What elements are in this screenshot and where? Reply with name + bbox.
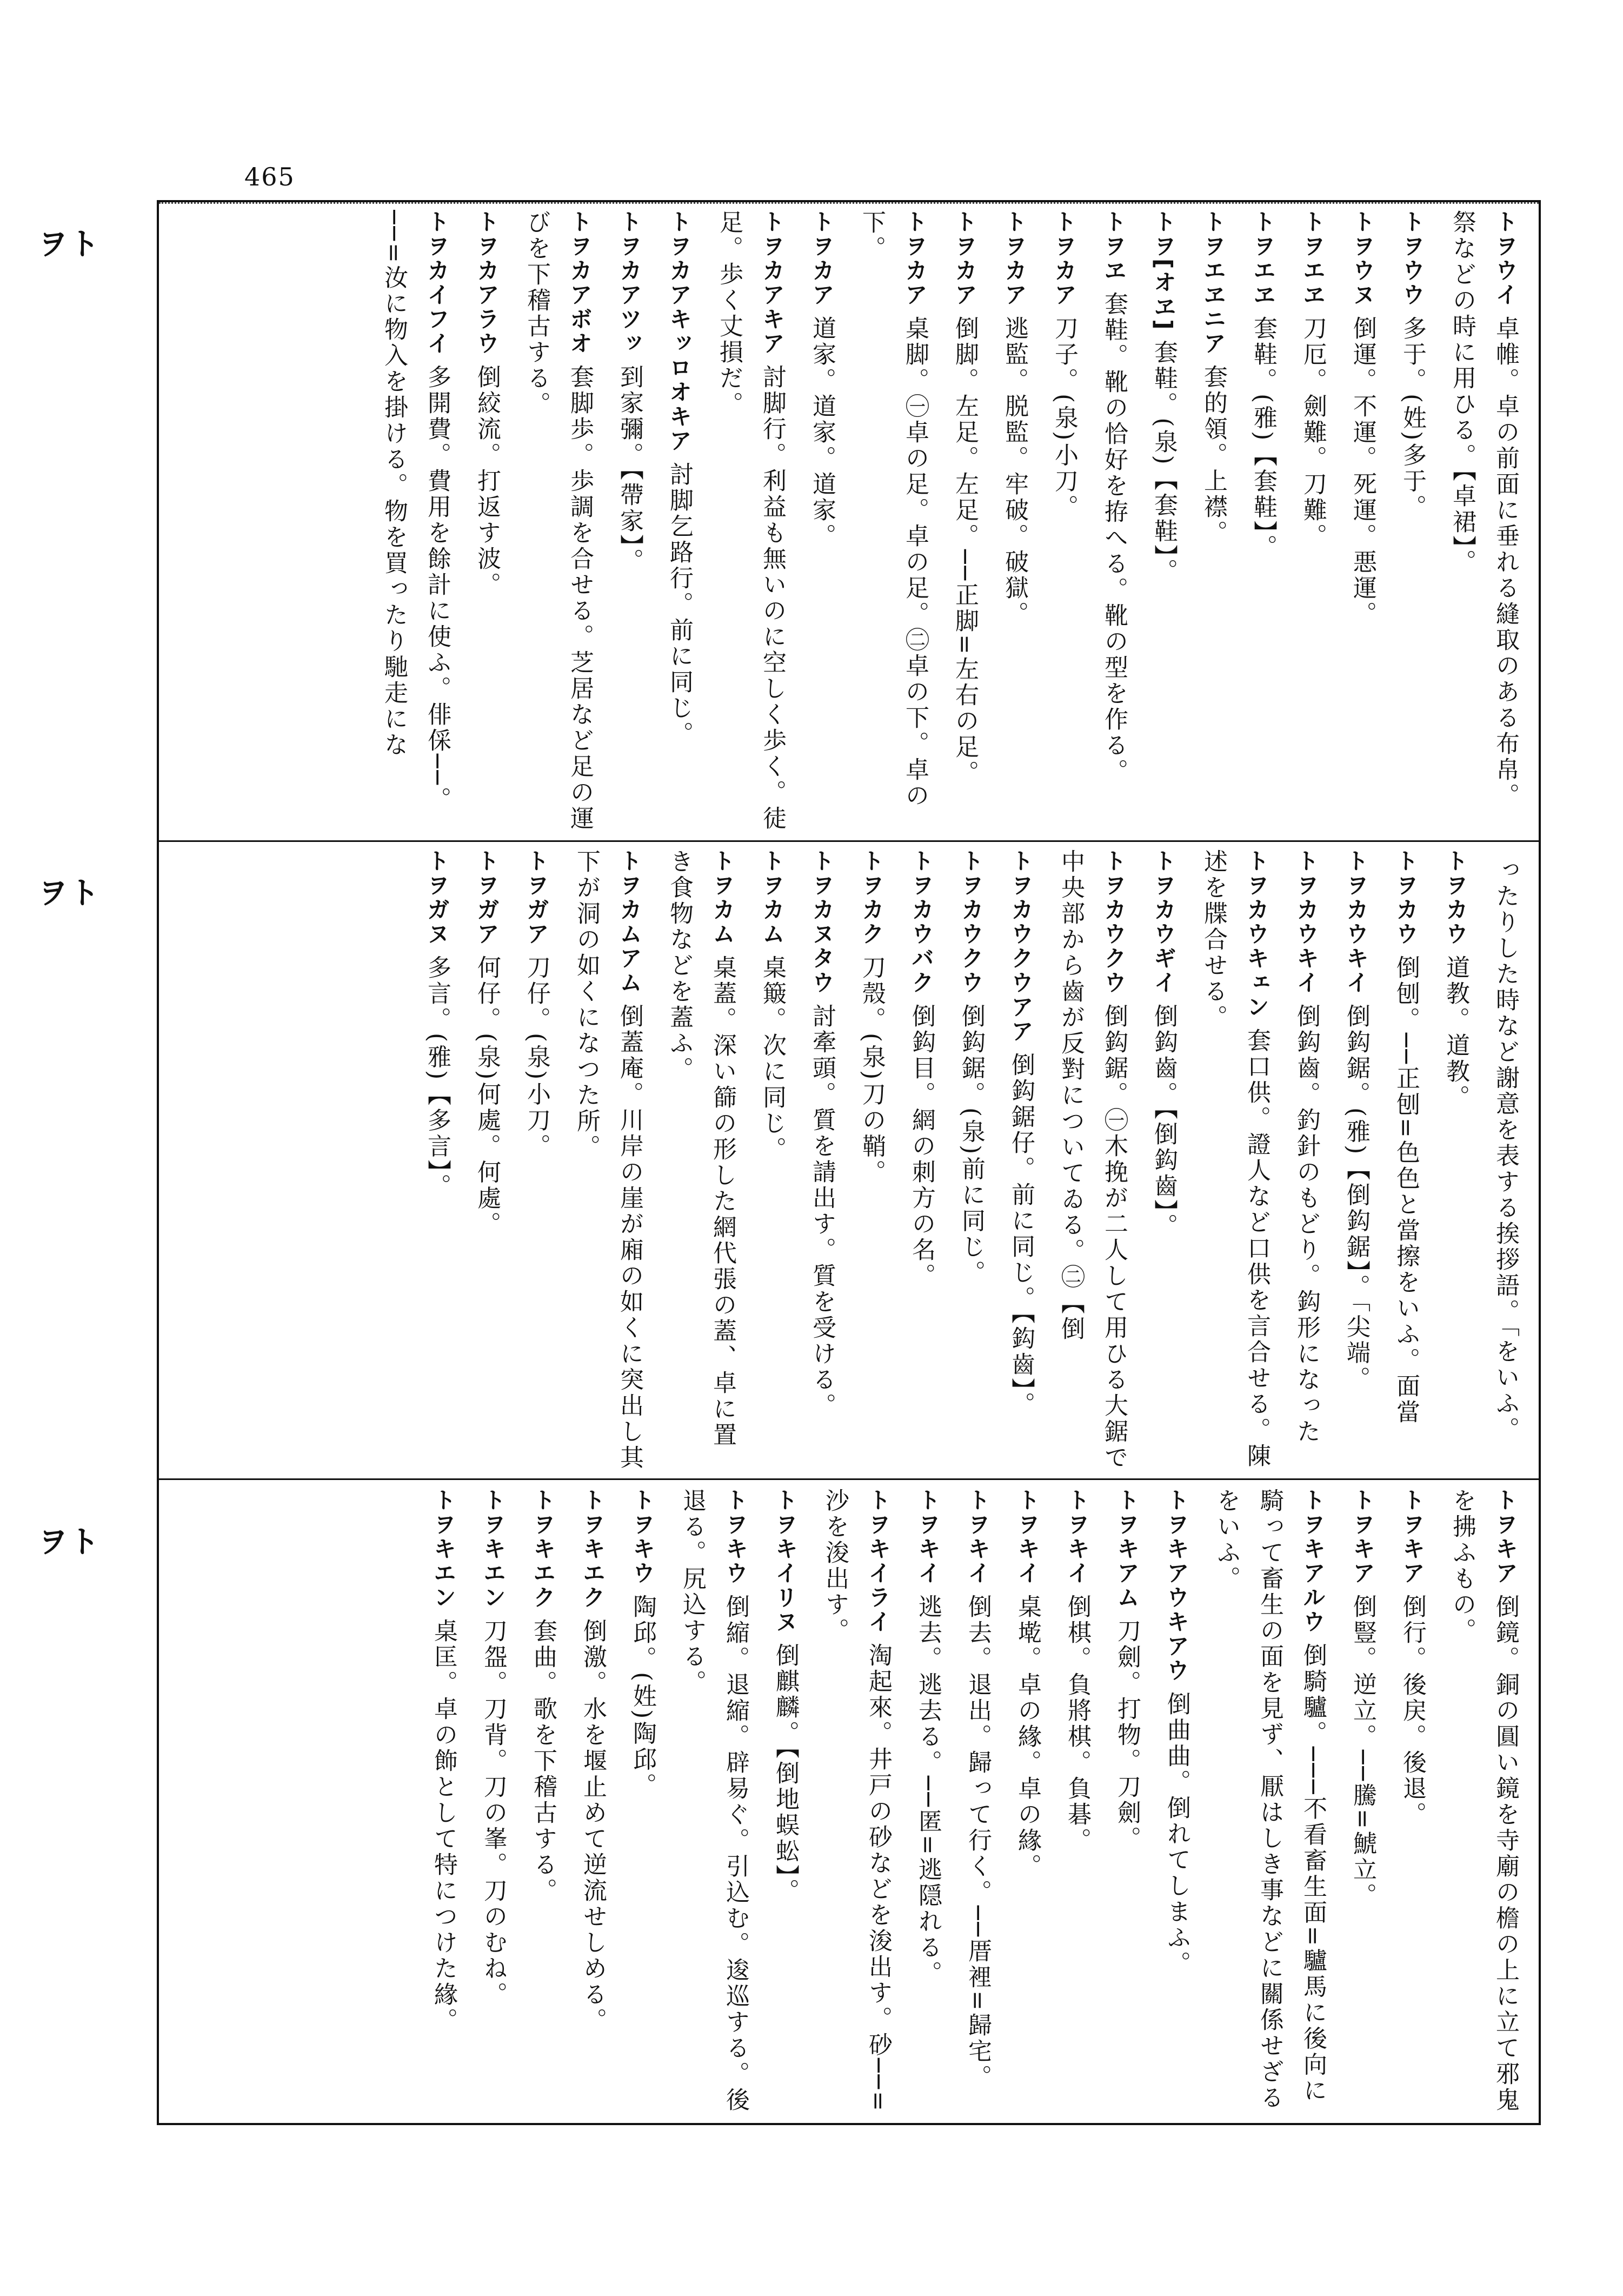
entry-reading: トヲカイフイ: [424, 210, 450, 356]
band-divider: [159, 1478, 1539, 1480]
entry-reading: トヲカアツッ: [616, 210, 643, 356]
entry-reading: トヲカウクウ: [1101, 849, 1127, 995]
entry-reading: トヲガア: [474, 849, 500, 946]
dictionary-entry: [813, 1488, 900, 2115]
entry-definition: 刀盌。刀背。刀の峯。刀のむね。: [480, 1618, 507, 2008]
entry-reading: トヲカウキェン: [1243, 849, 1270, 1019]
dictionary-entry: [900, 849, 943, 1471]
dictionary-entry: [1285, 849, 1328, 1471]
dictionary-entry: [1092, 210, 1135, 832]
dictionary-entry: [1241, 210, 1285, 832]
entry-reading: トヲカウクウ: [958, 849, 985, 995]
entry-definition: 倒麒麟。【倒地蜈蚣】。: [771, 1643, 799, 1905]
entry-reading: トヲカア: [1051, 210, 1077, 307]
entry-definition: 套鞋。(雅)【套鞋】。: [1249, 316, 1277, 561]
dictionary-entry: [999, 849, 1042, 1471]
entry-definition: 套鞋。(泉)【套鞋】。: [1150, 340, 1178, 585]
dictionary-entry: [906, 1488, 949, 2115]
entry-reading: トヲキア: [1492, 1488, 1519, 1585]
dictionary-entry: [515, 849, 558, 1471]
dictionary-entry: [993, 210, 1036, 832]
entry-reading: トヲウイ: [1492, 210, 1519, 307]
entry-definition: 道家。道家。道家。: [808, 316, 836, 549]
entry-reading: トヲカア: [809, 210, 835, 307]
dictionary-entry: [949, 849, 993, 1471]
entry-reading: トヲキアウキアウ: [1163, 1488, 1190, 1683]
entry-definition: 倒鈎齒。釣針のもどり。鈎形になった: [1293, 1004, 1320, 1445]
entry-definition: 多開費。費用を餘計に使ふ。俳倸──。──=汝に物入を掛ける。物を買ったり馳走にな: [380, 210, 451, 813]
dictionary-entry: [800, 849, 843, 1471]
entry-reading: トヲキエク: [530, 1488, 556, 1610]
entry-definition: 桌簸。次に同じ。: [759, 955, 786, 1163]
entry-reading: トヲキイリヌ: [772, 1488, 799, 1634]
dictionary-entry: [750, 849, 794, 1471]
entry-reading: トヲカアキア: [759, 210, 786, 356]
dictionary-entry: [1205, 1488, 1334, 2115]
entry-definition: 刀子。(泉)小刀。: [1050, 316, 1078, 521]
dictionary-entry: [1192, 210, 1235, 832]
entry-reading: トヲキイ: [1014, 1488, 1041, 1585]
dictionary-entry: [1142, 849, 1185, 1471]
entry-reading: トヲキウ: [629, 1488, 656, 1585]
dictionary-entry: [657, 210, 701, 832]
section-mark-char: ト: [63, 876, 100, 907]
section-mark-char: ト: [63, 1525, 100, 1556]
dictionary-entry: [564, 849, 651, 1471]
entry-definition: 道教。道教。: [1442, 955, 1469, 1111]
entry-definition: 倒運。不運。死運。悪運。: [1349, 316, 1376, 627]
entry-reading: トヲウウ: [1399, 210, 1426, 307]
entry-reading: トヲカム: [709, 849, 736, 946]
entry-definition: 刀仔。(泉)小刀。: [523, 955, 550, 1160]
entry-reading: トヲカムアム: [616, 849, 643, 995]
page-number: 465: [244, 162, 295, 191]
entry-reading: トヲカウ: [1442, 849, 1469, 946]
dictionary-entry: [465, 210, 508, 832]
entry-reading: トヲカウギイ: [1150, 849, 1177, 995]
dictionary-entry: [422, 1488, 465, 2115]
dictionary-entry: [1341, 1488, 1384, 2115]
entry-definition: 何仔。(泉)何處。何處。: [473, 955, 501, 1238]
section-mark-bottom: [32, 1525, 100, 1578]
entry-band-3: [161, 1488, 1539, 2115]
section-mark-char: ヲ: [32, 227, 69, 258]
dictionary-entry: [956, 1488, 999, 2115]
entry-definition: 倒棋。負將棋。負碁。: [1063, 1594, 1091, 1854]
content-frame: [157, 200, 1541, 2125]
section-mark-top: [32, 227, 100, 280]
entry-definition: 倒鈎鋸。(雅)【倒鈎鋸】。「尖端。: [1342, 1004, 1370, 1392]
entry-definition: 倒縮。退縮。辟易ぐ。引込む。逡巡する。後退る。尻込する。: [679, 1488, 749, 2113]
entry-reading: トヲカアキッロオキア: [666, 210, 693, 453]
entry-reading: トヲカウキイ: [1293, 849, 1320, 995]
entry-definition: 倒行。後戻。後退。: [1399, 1594, 1426, 1828]
entry-reading: トヲキエン: [430, 1488, 457, 1610]
dictionary-entry: [1291, 210, 1334, 832]
entry-reading: トヲウヌ: [1349, 210, 1376, 307]
entry-definition: 卓帷。卓の前面に垂れる縫取のある布帛。祭などの時に用ひる。【卓裙】。: [1448, 210, 1519, 809]
entry-reading: トヲキイ: [915, 1488, 941, 1585]
entry-reading: トヲキア: [1349, 1488, 1376, 1585]
entry-definition: 倒豎。逆立。──騰=鯱立。: [1349, 1594, 1376, 1909]
entry-definition: 倒激。水を堰止めて逆流せしめる。: [579, 1618, 607, 2034]
entry-definition: 倒去。退出。歸って行く。──厝裡=歸宅。: [964, 1594, 992, 2091]
entry-reading: トヲカム: [759, 849, 786, 946]
entry-definition: 倒鈎目。網の刺方の名。: [908, 1004, 935, 1289]
entry-definition: 逃去。逃去る。──匿=逃隠れる。: [914, 1594, 942, 1987]
entry-definition: 刀殼。(泉)刀の鞘。: [858, 955, 886, 1186]
dictionary-entry: [1341, 210, 1384, 832]
top-dotted-rule: [159, 202, 1539, 209]
dictionary-entry: [1055, 1488, 1099, 2115]
dictionary-entry: [1440, 210, 1527, 832]
entry-reading: トヲカウバク: [908, 849, 935, 995]
entry-reading: トヲカア: [902, 210, 928, 307]
entry-definition: 倒蓋庵。川岸の崖が廂の如くに突出し其下が洞の如くになつた所。: [573, 849, 643, 1471]
dictionary-entry: [1006, 1488, 1049, 2115]
dictionary-entry: [372, 210, 458, 832]
entry-reading: トヲカウクウアア: [1008, 849, 1034, 1044]
entry-reading: トヲキエン: [480, 1488, 507, 1610]
entry-reading: トヲカヌタウ: [809, 849, 835, 995]
entry-definition: 桌墘。卓の緣。卓の緣。: [1014, 1594, 1041, 1880]
entry-definition: 套鞋。靴の恰好を拵へる。靴の型を作る。: [1100, 291, 1128, 785]
entry-definition: 倒鈎鋸仔。前に同じ。【鈎齒】。: [1007, 1052, 1035, 1418]
dictionary-entry: [707, 210, 794, 832]
entry-reading: トヲキイ: [1064, 1488, 1090, 1585]
dictionary-entry: [657, 849, 744, 1471]
entry-reading: トヲカク: [859, 849, 885, 946]
dictionary-entry: [943, 210, 986, 832]
entry-definition: 套口供。證人など口供を言合せる。陳述を牒合せる。: [1200, 849, 1271, 1469]
entry-definition: 倒刨。──正刨=色色と當擦をいふ。面當: [1392, 955, 1420, 1425]
entry-reading: トヲエヱニア: [1200, 210, 1227, 356]
entry-definition: 桌脚。㊀卓の足。卓の足。㊁卓の下。卓の下。: [858, 210, 929, 809]
section-mark-char: ヲ: [32, 876, 69, 907]
entry-definition: 桌蓋。深い篩の形した網代張の蓋、卓に置き食物などを蓋ふ。: [666, 849, 736, 1448]
entry-reading: トヲキイライ: [865, 1488, 892, 1634]
dictionary-entry: [621, 1488, 664, 2115]
dictionary-entry: [1440, 1488, 1527, 2115]
entry-reading: トヲカア: [1001, 210, 1028, 307]
entry-definition: ったりした時など謝意を表する挨拶語。「をいふ。: [1492, 858, 1519, 1443]
entry-definition: 淘起來。井戸の砂などを浚出す。砂──=沙を浚出す。: [821, 1488, 892, 2113]
dictionary-entry: [1484, 849, 1527, 1471]
band-columns: [415, 849, 1527, 1471]
dictionary-entry: [1391, 1488, 1434, 2115]
entry-definition: 套曲。歌を下稽古する。: [529, 1618, 557, 1904]
dictionary-entry: [763, 1488, 807, 2115]
entry-definition: 倒鈎齒。【倒鈎齒】。: [1150, 1004, 1178, 1239]
entry-reading: トヲカウキイ: [1343, 849, 1369, 995]
dictionary-entry: [471, 1488, 515, 2115]
dictionary-entry: [1434, 849, 1477, 1471]
dictionary-entry: [515, 210, 601, 832]
entry-reading: トヲガア: [523, 849, 550, 946]
dictionary-entry: [1042, 210, 1086, 832]
entry-reading: トヲ[オヱ]: [1150, 210, 1177, 331]
entry-definition: 倒鈎鋸。(泉)前に同じ。: [957, 1004, 985, 1286]
dictionary-entry: [608, 210, 651, 832]
entry-definition: 套的領。上襟。: [1200, 364, 1227, 546]
dictionary-entry: [1142, 210, 1185, 832]
dictionary-entry: [571, 1488, 614, 2115]
section-mark-middle: [32, 876, 100, 929]
entry-definition: 多于。(姓)多于。: [1399, 316, 1426, 521]
entry-definition: 逃監。脱監。牢破。破獄。: [1001, 316, 1028, 627]
entry-definition: 陶邱。(姓)陶邱。: [629, 1594, 656, 1799]
entry-reading: トヲヱ: [1101, 210, 1127, 283]
dictionary-entry: [1049, 849, 1135, 1471]
entry-reading: トヲカアボオ: [567, 210, 593, 356]
section-mark-char: ト: [63, 227, 100, 258]
entry-definition: 倒脚。左足。左足。──正脚=左右の足。: [951, 316, 979, 786]
entry-definition: 桌匡。卓の飾として特につけた緣。: [430, 1618, 457, 2034]
dictionary-entry: [521, 1488, 564, 2115]
entry-definition: 倒鈎鋸。㊀木挽が二人して用ひる大鋸で中央部から齒が反對についてゐる。㊁【倒: [1057, 849, 1128, 1471]
dictionary-entry: [1334, 849, 1378, 1471]
entry-reading: トヲキアム: [1114, 1488, 1140, 1610]
dictionary-entry: [670, 1488, 757, 2115]
entry-definition: 刀厄。劍難。刀難。: [1299, 316, 1327, 549]
dictionary-entry: [850, 849, 893, 1471]
dictionary-entry: [1105, 1488, 1148, 2115]
entry-reading: トヲキウ: [722, 1488, 749, 1585]
entry-reading: トヲキアルウ: [1300, 1488, 1326, 1634]
entry-band-2: [161, 849, 1539, 1471]
entry-reading: トヲカアラウ: [474, 210, 500, 356]
entry-reading: トヲエヱ: [1250, 210, 1276, 307]
entry-definition: 討脚乞路行。前に同じ。: [666, 462, 693, 747]
dictionary-entry: [1192, 849, 1278, 1471]
entry-definition: 多言。(雅)【多言】。: [423, 955, 451, 1200]
entry-definition: 套脚歩。歩調を合せる。芝居など足の運びを下稽古する。: [523, 210, 594, 832]
dictionary-entry: [800, 210, 843, 832]
dictionary-entry: [465, 849, 508, 1471]
dictionary-entry: [415, 849, 458, 1471]
entry-definition: 倒騎驢。───不看畜生面=驢馬に後向に騎って畜生の面を見ず、厭はしき事などに關係せざるをいふ。: [1213, 1488, 1327, 2111]
entry-definition: 倒絞流。打返す波。: [473, 364, 501, 598]
entry-definition: 刀劍。打物。刀劍。: [1113, 1618, 1141, 1852]
dictionary-entry: [1155, 1488, 1198, 2115]
dictionary-entry: [850, 210, 936, 832]
dictionary-entry: [1384, 849, 1427, 1471]
section-mark-char: ヲ: [32, 1525, 69, 1556]
entry-reading: トヲガヌ: [424, 849, 450, 946]
entry-reading: トヲキア: [1399, 1488, 1426, 1585]
band-columns: [422, 1488, 1527, 2115]
entry-reading: トヲエヱ: [1300, 210, 1326, 307]
entry-reading: トヲキエク: [580, 1488, 606, 1610]
dictionary-entry: [1391, 210, 1434, 832]
entry-definition: 倒曲曲。倒れてしまふ。: [1163, 1691, 1190, 1977]
entry-definition: 倒鏡。銅の圓い鏡を寺廟の檐の上に立て邪鬼を拂ふもの。: [1448, 1488, 1519, 2113]
entry-definition: 到家彌。【帶家】。: [616, 364, 643, 574]
band-columns: [372, 210, 1527, 832]
entry-reading: トヲカア: [952, 210, 978, 307]
entry-reading: トヲキイ: [965, 1488, 991, 1585]
entry-reading: トヲカウ: [1393, 849, 1419, 946]
entry-band-1: [161, 210, 1539, 832]
entry-definition: 討牽頭。質を請出す。質を受ける。: [808, 1004, 836, 1419]
entry-definition: 討脚行。利益も無いのに空しく歩く。徒足。歩く丈損だ。: [715, 210, 786, 832]
band-divider: [159, 840, 1539, 842]
